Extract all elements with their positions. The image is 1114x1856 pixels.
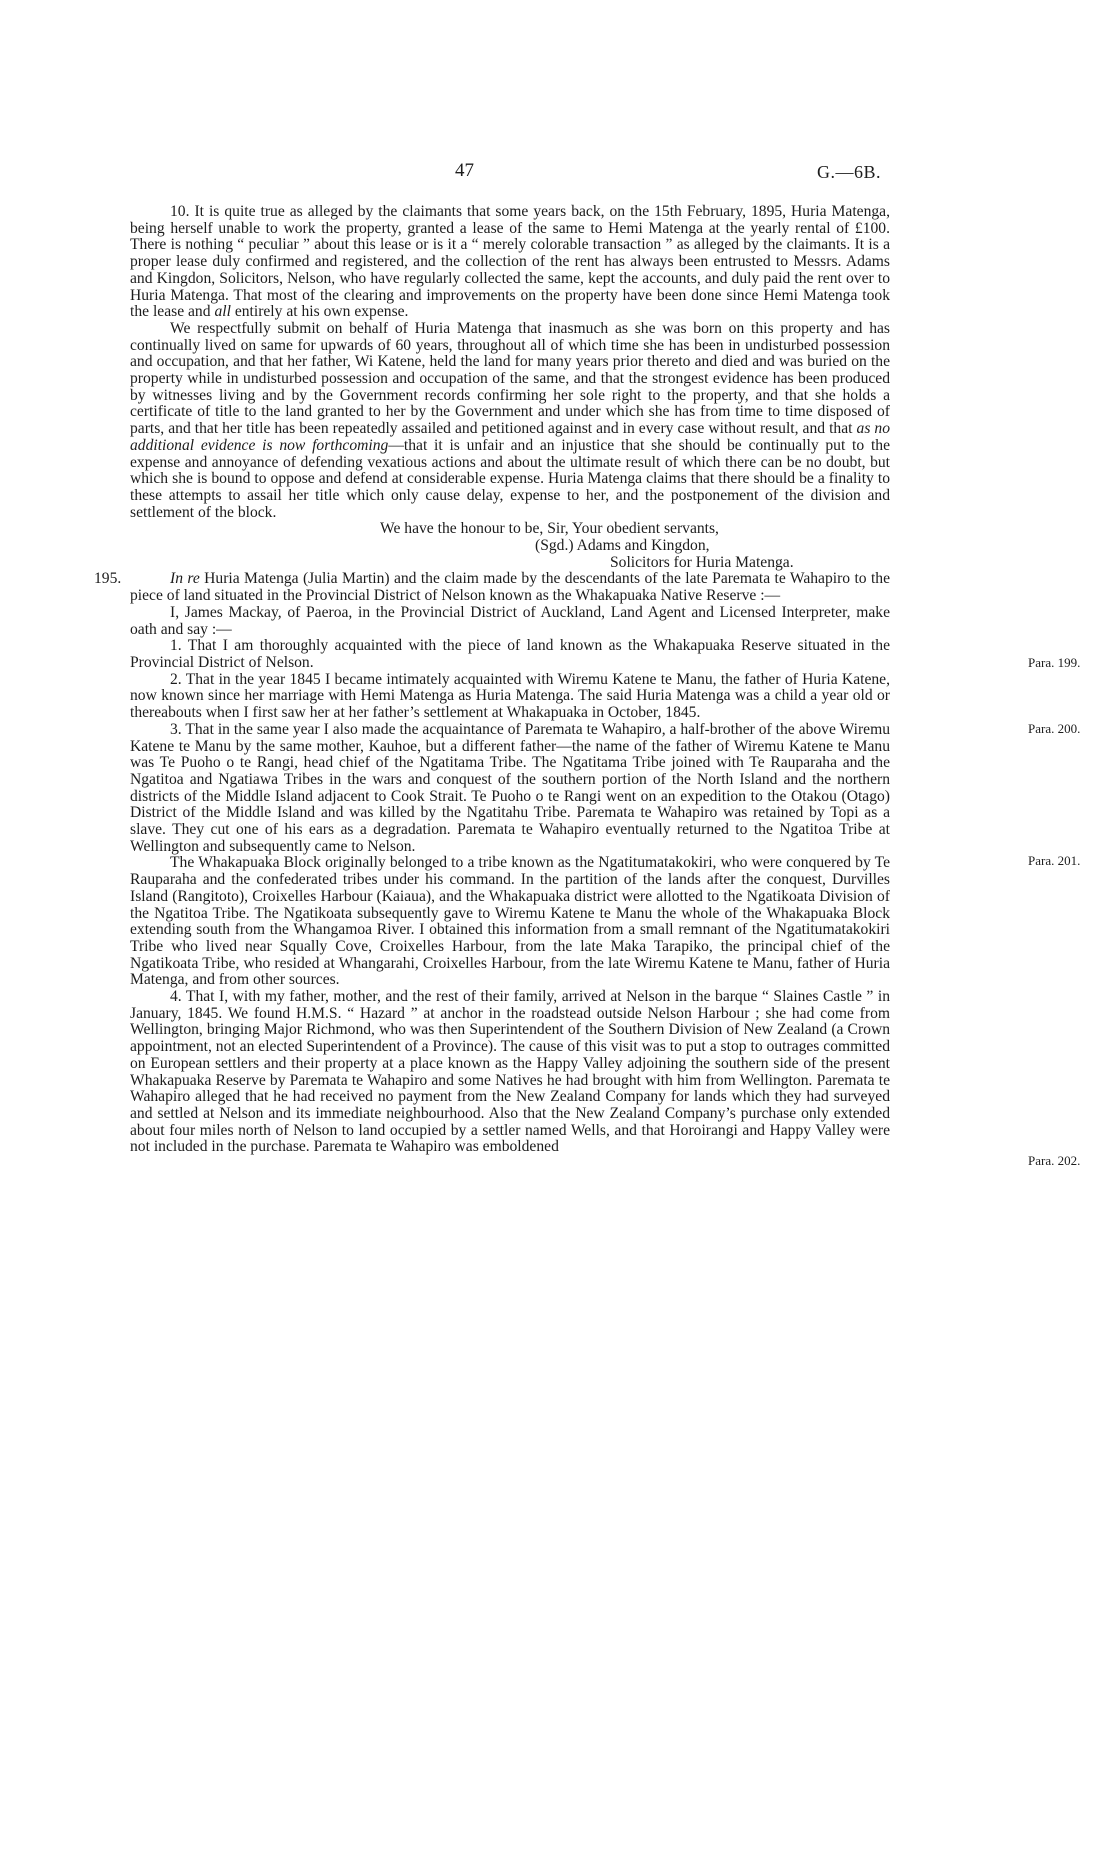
document-reference: G.—6B. — [817, 162, 882, 182]
page-number: 47 — [455, 160, 474, 181]
submission-paragraph: We respectfully submit on behalf of Huria Matenga that inasmuch as she was born on this property and has continually lived on same for upwards of 60 years, throughout all of which time she has been in undisturbed possession and occupation, and that her father, Wi Katene, held the land for many years prior thereto and died and was buried on the property while in undisturbed possession and occupation of the same, and that the strongest evidence has been produced by witnesses living and by the Government records confirming her sole right to the property, and that she holds a certificate of title to the land granted to her by the Government and under which she has from time to time disposed of parts, and that her title has been repeatedly assailed and petitioned against and in every case without result, and that as no additional evidence is now forthcoming—that it is unfair and an injustice that she should be continually put to the expense and annoyance of defending vexatious actions and about the ultimate result of which there can be no doubt, but which she is bound to oppose and defend at considerable expense. Huria Matenga claims that there should be a finality to these attempts to assail her title which only cause delay, expense to her, and the postponement of the division and settlement of the block. — [130, 319, 890, 521]
margin-note: Para. 202. — [1028, 1153, 1081, 1169]
document-body — [94, 203, 1081, 1169]
paragraph-10: 10. It is quite true as alleged by the claimants that some years back, on the 15th February, 1895, Huria Matenga, being herself unable to work the property, granted a lease of the same to Hemi Matenga at the yearly rental of £100. There is nothing “ peculiar ” about this lease or is it a “ merely colorable transaction ” as alleged by the claimants. It is a proper lease duly confirmed and registered, and the collection of the rent has always been entrusted to Messrs. Adams and Kingdon, Solicitors, Nelson, who have regularly collected the same, kept the accounts, and duly paid the rent over to Huria Matenga. That most of the clearing and improvements on the property have been done since Hemi Matenga took the lease and all entirely at his own expense. — [130, 203, 890, 321]
margin-note: Para. 201. — [1028, 853, 1081, 869]
signature-name: (Sgd.) Adams and Kingdon, — [535, 537, 710, 555]
affidavit-para-3-continued: The Whakapuaka Block originally belonged to a tribe known as the Ngatitumatakokiri, who were conquered by Te Rauparaha and the confederated tribes under his command. In the partition of the lands after the conquest, Durvilles Island (Rangitoto), Croixelles Harbour (Kaiaua), and the Whakapuaka district were allotted to the Ngatikoata Division of the Ngatitoa Tribe. The Ngatikoata subsequently gave to Wiremu Katene te Manu the whole of the Whakapuaka Block extending south from the Whangamoa River. I obtained this information from a small remnant of the Ngatitumatakokiri Tribe who lived near Squally Cove, Croixelles Harbour, from the late Maka Tarapiko, the principal chief of the Ngatikoata Tribe, who resided at Whangarahi, Croixelles Harbour, from the late Wiremu Katene te Manu, father of Huria Matenga, and from other sources. — [130, 854, 890, 989]
margin-note: Para. 200. — [1028, 721, 1081, 737]
signature-closing: We have the honour to be, Sir, Your obedient servants, — [380, 520, 719, 538]
margin-note: Para. 199. — [1028, 655, 1081, 671]
affidavit-para-2: 2. That in the year 1845 I became intimately acquainted with Wiremu Katene te Manu, the father of Huria Katene, now known since her marriage with Hemi Matenga as Huria Matenga. The said Huria Matenga was a child a year old or thereabouts when I first saw her at her father’s settlement at Whakapuaka in October, 1845. — [130, 670, 890, 722]
section-number: 195. — [94, 570, 122, 588]
affidavit-para-4: 4. That I, with my father, mother, and the rest of their family, arrived at Nelson in the barque “ Slaines Castle ” in January, 1845. We found H.M.S. “ Hazard ” at anchor in the roadstead outside Nelson Harbour ; she had come from Wellington, bringing Major Richmond, who was then Superintendent of the Southern Division of New Zealand (a Crown appointment, not an elected Superintendent of a Province). The cause of this visit was to put a stop to outrages committed on European settlers and their property at a place known as the Happy Valley adjoining the southern side of the present Whakapuaka Reserve by Paremata te Wahapiro and some Natives he had brought with him from Wellington. Paremata te Wahapiro alleged that he had received no payment from the New Zealand Company for lands which they had surveyed and settled at Nelson and its immediate neighbourhood. Also that the New Zealand Company’s purchase only extended about four miles north of Nelson to land occupied by a settler named Wells, and that Horoirangi and Happy Valley were not included in the purchase. Paremata te Wahapiro was emboldened — [130, 988, 890, 1156]
section-intro: In re Huria Matenga (Julia Martin) and the claim made by the descendants of the late Paremata te Wahapiro to the piece of land situated in the Provincial District of Nelson known as the Whakapuaka Native Reserve :— — [130, 570, 890, 605]
affidavit-para-3: 3. That in the same year I also made the acquaintance of Paremata te Wahapiro, a half-brother of the above Wiremu Katene te Manu by the same mother, Kauhoe, but a different father—the name of the father of Wiremu Katene te Manu was Te Puoho o te Rangi, head chief of the Ngatitama Tribe. The Ngatitama Tribe joined with Te Rauparaha and the Ngatitoa and Ngatiawa Tribes in the wars and conquest of the southern portion of the North Island and the northern districts of the Middle Island adjacent to Cook Strait. Te Puoho o te Rangi went on an expedition to the Otakou (Otago) District of the Middle Island and was killed by the Ngatitahu Tribe. Paremata te Wahapiro was retained by Topi as a slave. They cut one of his ears as a degradation. Paremata te Wahapiro eventually returned to the Ngatitoa Tribe at Wellington and subsequently came to Nelson. — [130, 720, 890, 855]
signature-role: Solicitors for Huria Matenga. — [610, 553, 794, 571]
oath-paragraph: I, James Mackay, of Paeroa, in the Provincial District of Auckland, Land Agent and Licensed Interpreter, make oath and say :— — [130, 603, 890, 638]
section-195 — [94, 570, 1081, 1169]
affidavit-para-1: 1. That I am thoroughly acquainted with the piece of land known as the Whakapuaka Reserve situated in the Provincial District of Nelson. — [130, 637, 890, 671]
